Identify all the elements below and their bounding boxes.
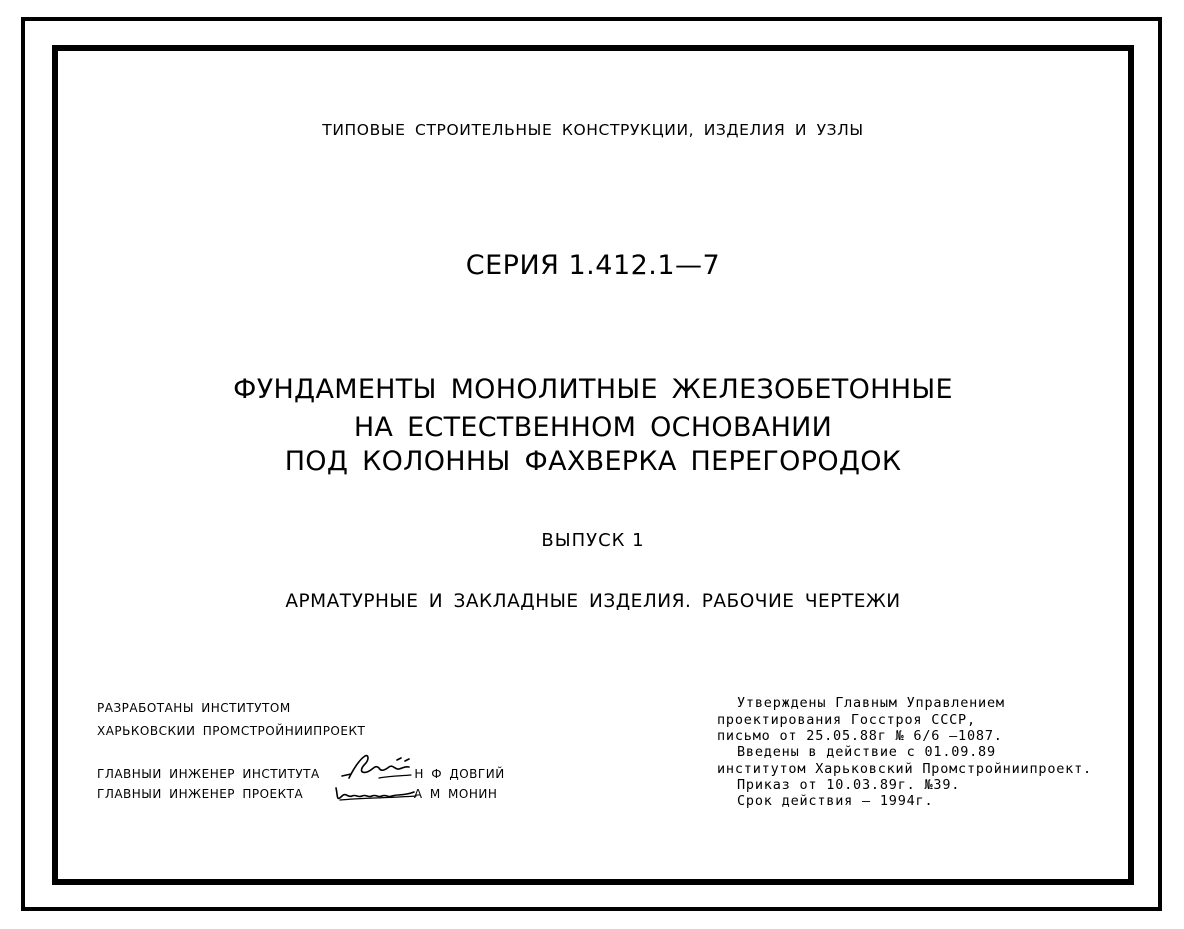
- series-header: ТИПОВЫЕ СТРОИТЕЛЬНЫЕ КОНСТРУКЦИИ, ИЗДЕЛИЯ И УЗЛЫ: [322, 121, 864, 139]
- chief-engineer-project: [97, 787, 497, 801]
- approval-line-7: Срок действия — 1994г.: [737, 793, 934, 809]
- approval-line-2: проектирования Госстроя СССР,: [717, 712, 976, 728]
- series-number: СЕРИЯ 1.412.1—7: [465, 250, 721, 281]
- signature-institute-icon: [339, 752, 415, 782]
- approval-line-5: институтом Харьковский Промстройниипроект.: [717, 761, 1092, 777]
- chief-engineer-project-label: ГЛАВНЫИ ИНЖЕНЕР ПРОЕКТА: [97, 787, 304, 801]
- subtitle: АРМАТУРНЫЕ И ЗАКЛАДНЫЕ ИЗДЕЛИЯ. РАБОЧИЕ ЧЕРТЕЖИ: [285, 591, 901, 612]
- chief-engineer-institute: [97, 767, 505, 781]
- approval-line-4: Введены в действие с 01.09.89: [737, 744, 996, 760]
- approval-line-6: Приказ от 10.03.89г. №39.: [737, 777, 961, 793]
- chief-engineer-institute-name: Н Ф ДОВГИЙ: [414, 767, 505, 781]
- approval-line-3: письмо от 25.05.88г № 6/6 —1087.: [717, 728, 1003, 744]
- approval-line-1: Утверждены Главным Управлением: [737, 695, 1005, 711]
- issue-number: ВЫПУСК 1: [541, 530, 645, 551]
- chief-engineer-project-name: А М МОНИН: [413, 787, 498, 801]
- signature-project-icon: [332, 782, 418, 806]
- title-line-3: ПОД КОЛОННЫ ФАХВЕРКА ПЕРЕГОРОДОК: [284, 446, 902, 477]
- title-line-2: НА ЕСТЕСТВЕННОМ ОСНОВАНИИ: [353, 412, 833, 443]
- chief-engineer-institute-label: ГЛАВНЫИ ИНЖЕНЕР ИНСТИТУТА: [97, 767, 320, 781]
- developer-line-2: ХАРЬКОВСКИИ ПРОМСТРОЙНИИПРОЕКТ: [97, 724, 366, 738]
- developer-line-1: РАЗРАБОТАНЫ ИНСТИТУТОМ: [97, 701, 291, 715]
- title-line-1: ФУНДАМЕНТЫ МОНОЛИТНЫЕ ЖЕЛЕЗОБЕТОННЫЕ: [233, 374, 953, 405]
